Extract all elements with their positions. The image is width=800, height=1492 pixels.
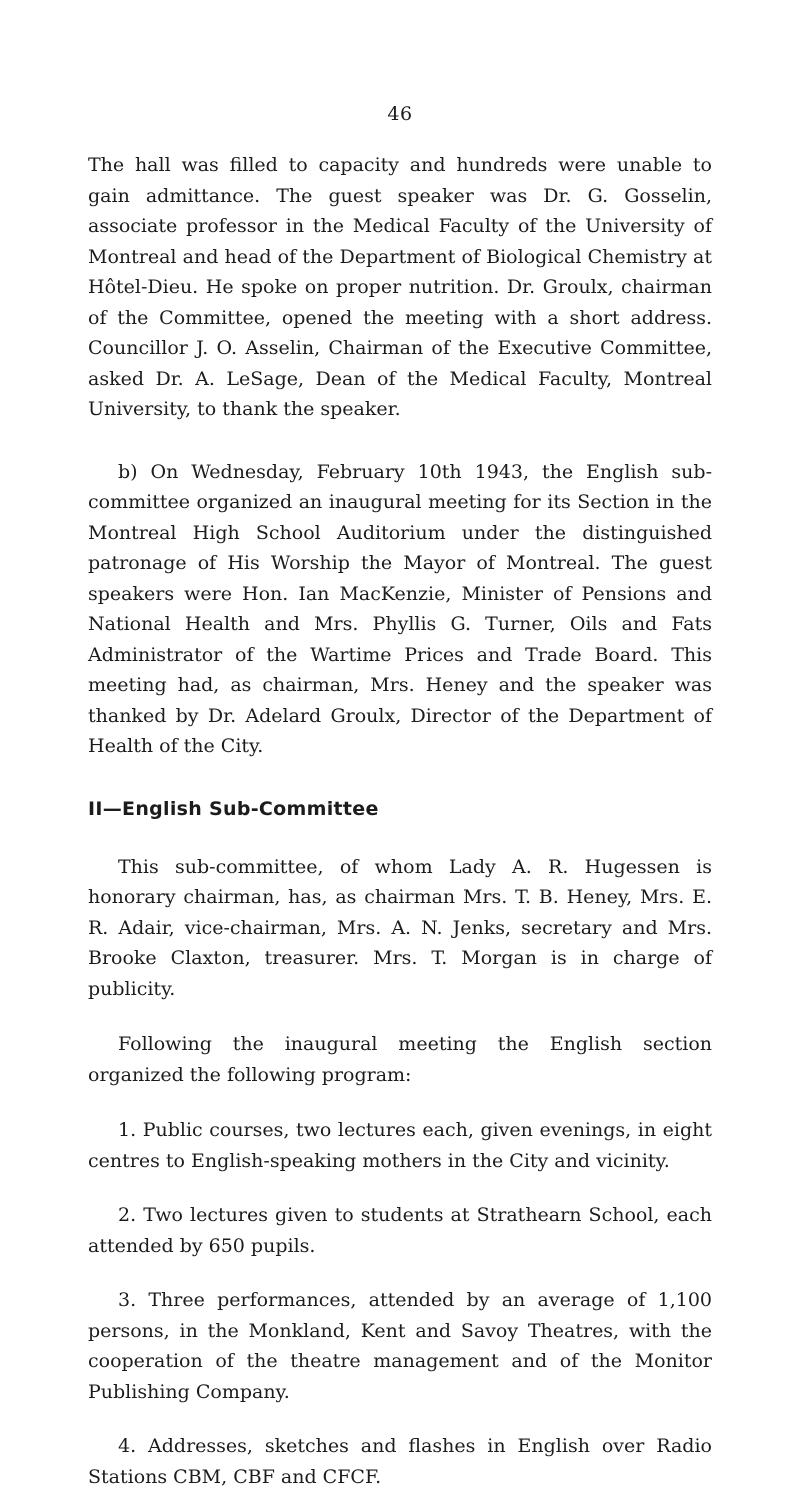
paragraph-sub-committee-members: This sub-committee, of whom Lady A. R. Hugessen is honorary chairman, has, as chairman Mrs. T. B. Heney, Mrs. E. R. Adair, vice-chairman, Mrs. A. N. Jenks, secretary and Mrs. Brooke Claxton, treasurer. Mrs. T. Morgan is in charge of publicity. — [88, 855, 712, 1000]
page-body — [88, 150, 712, 1492]
section-heading: II—English Sub-Committee — [88, 797, 379, 820]
list-item: 1. Public courses, two lectures each, given evenings, in eight centres to English-speaking mothers in the City and vicinity. — [88, 1119, 712, 1172]
paragraph-english-inaugural-meeting: b) On Wednesday, February 10th 1943, the English sub-committee organized an inaugural meeting for its Section in the Montreal High School Auditorium under the distinguished patronage of His Worship the Mayor of Montreal. The guest speakers were Hon. Ian MacKenzie, Minister of Pensions and National Health and Mrs. Phyllis G. Turner, Oils and Fats Administrator of the Wartime Prices and Trade Board. This meeting had, as chairman, Mrs. Heney and the speaker was thanked by Dr. Adelard Groulx, Director of the Department of Health of the City. — [88, 460, 712, 757]
paragraph-program-intro: Following the inaugural meeting the English section organized the following program: — [88, 1033, 712, 1086]
paragraph-hall-filled: The hall was filled to capacity and hundreds were unable to gain admittance. The guest speaker was Dr. G. Gosselin, associate professor in the Medical Faculty of the University of Montreal and head of the Department of Biological Chemistry at Hôtel-Dieu. He spoke on proper nutrition. Dr. Groulx, chairman of the Committee, opened the meeting with a short address. Councillor J. O. Asselin, Chairman of the Executive Committee, asked Dr. A. LeSage, Dean of the Medical Faculty, Montreal University, to thank the speaker. — [88, 154, 712, 420]
list-item: 3. Three performances, attended by an average of 1,100 persons, in the Monkland, Kent and Savoy Theatres, with the cooperation of the theatre management and of the Monitor Publishing Company. — [88, 1289, 712, 1403]
page-number: 46 — [387, 103, 413, 125]
list-item: 4. Addresses, sketches and flashes in English over Radio Stations CBM, CBF and CFCF. — [88, 1435, 712, 1488]
list-item: 2. Two lectures given to students at Strathearn School, each attended by 650 pupils. — [88, 1204, 712, 1257]
